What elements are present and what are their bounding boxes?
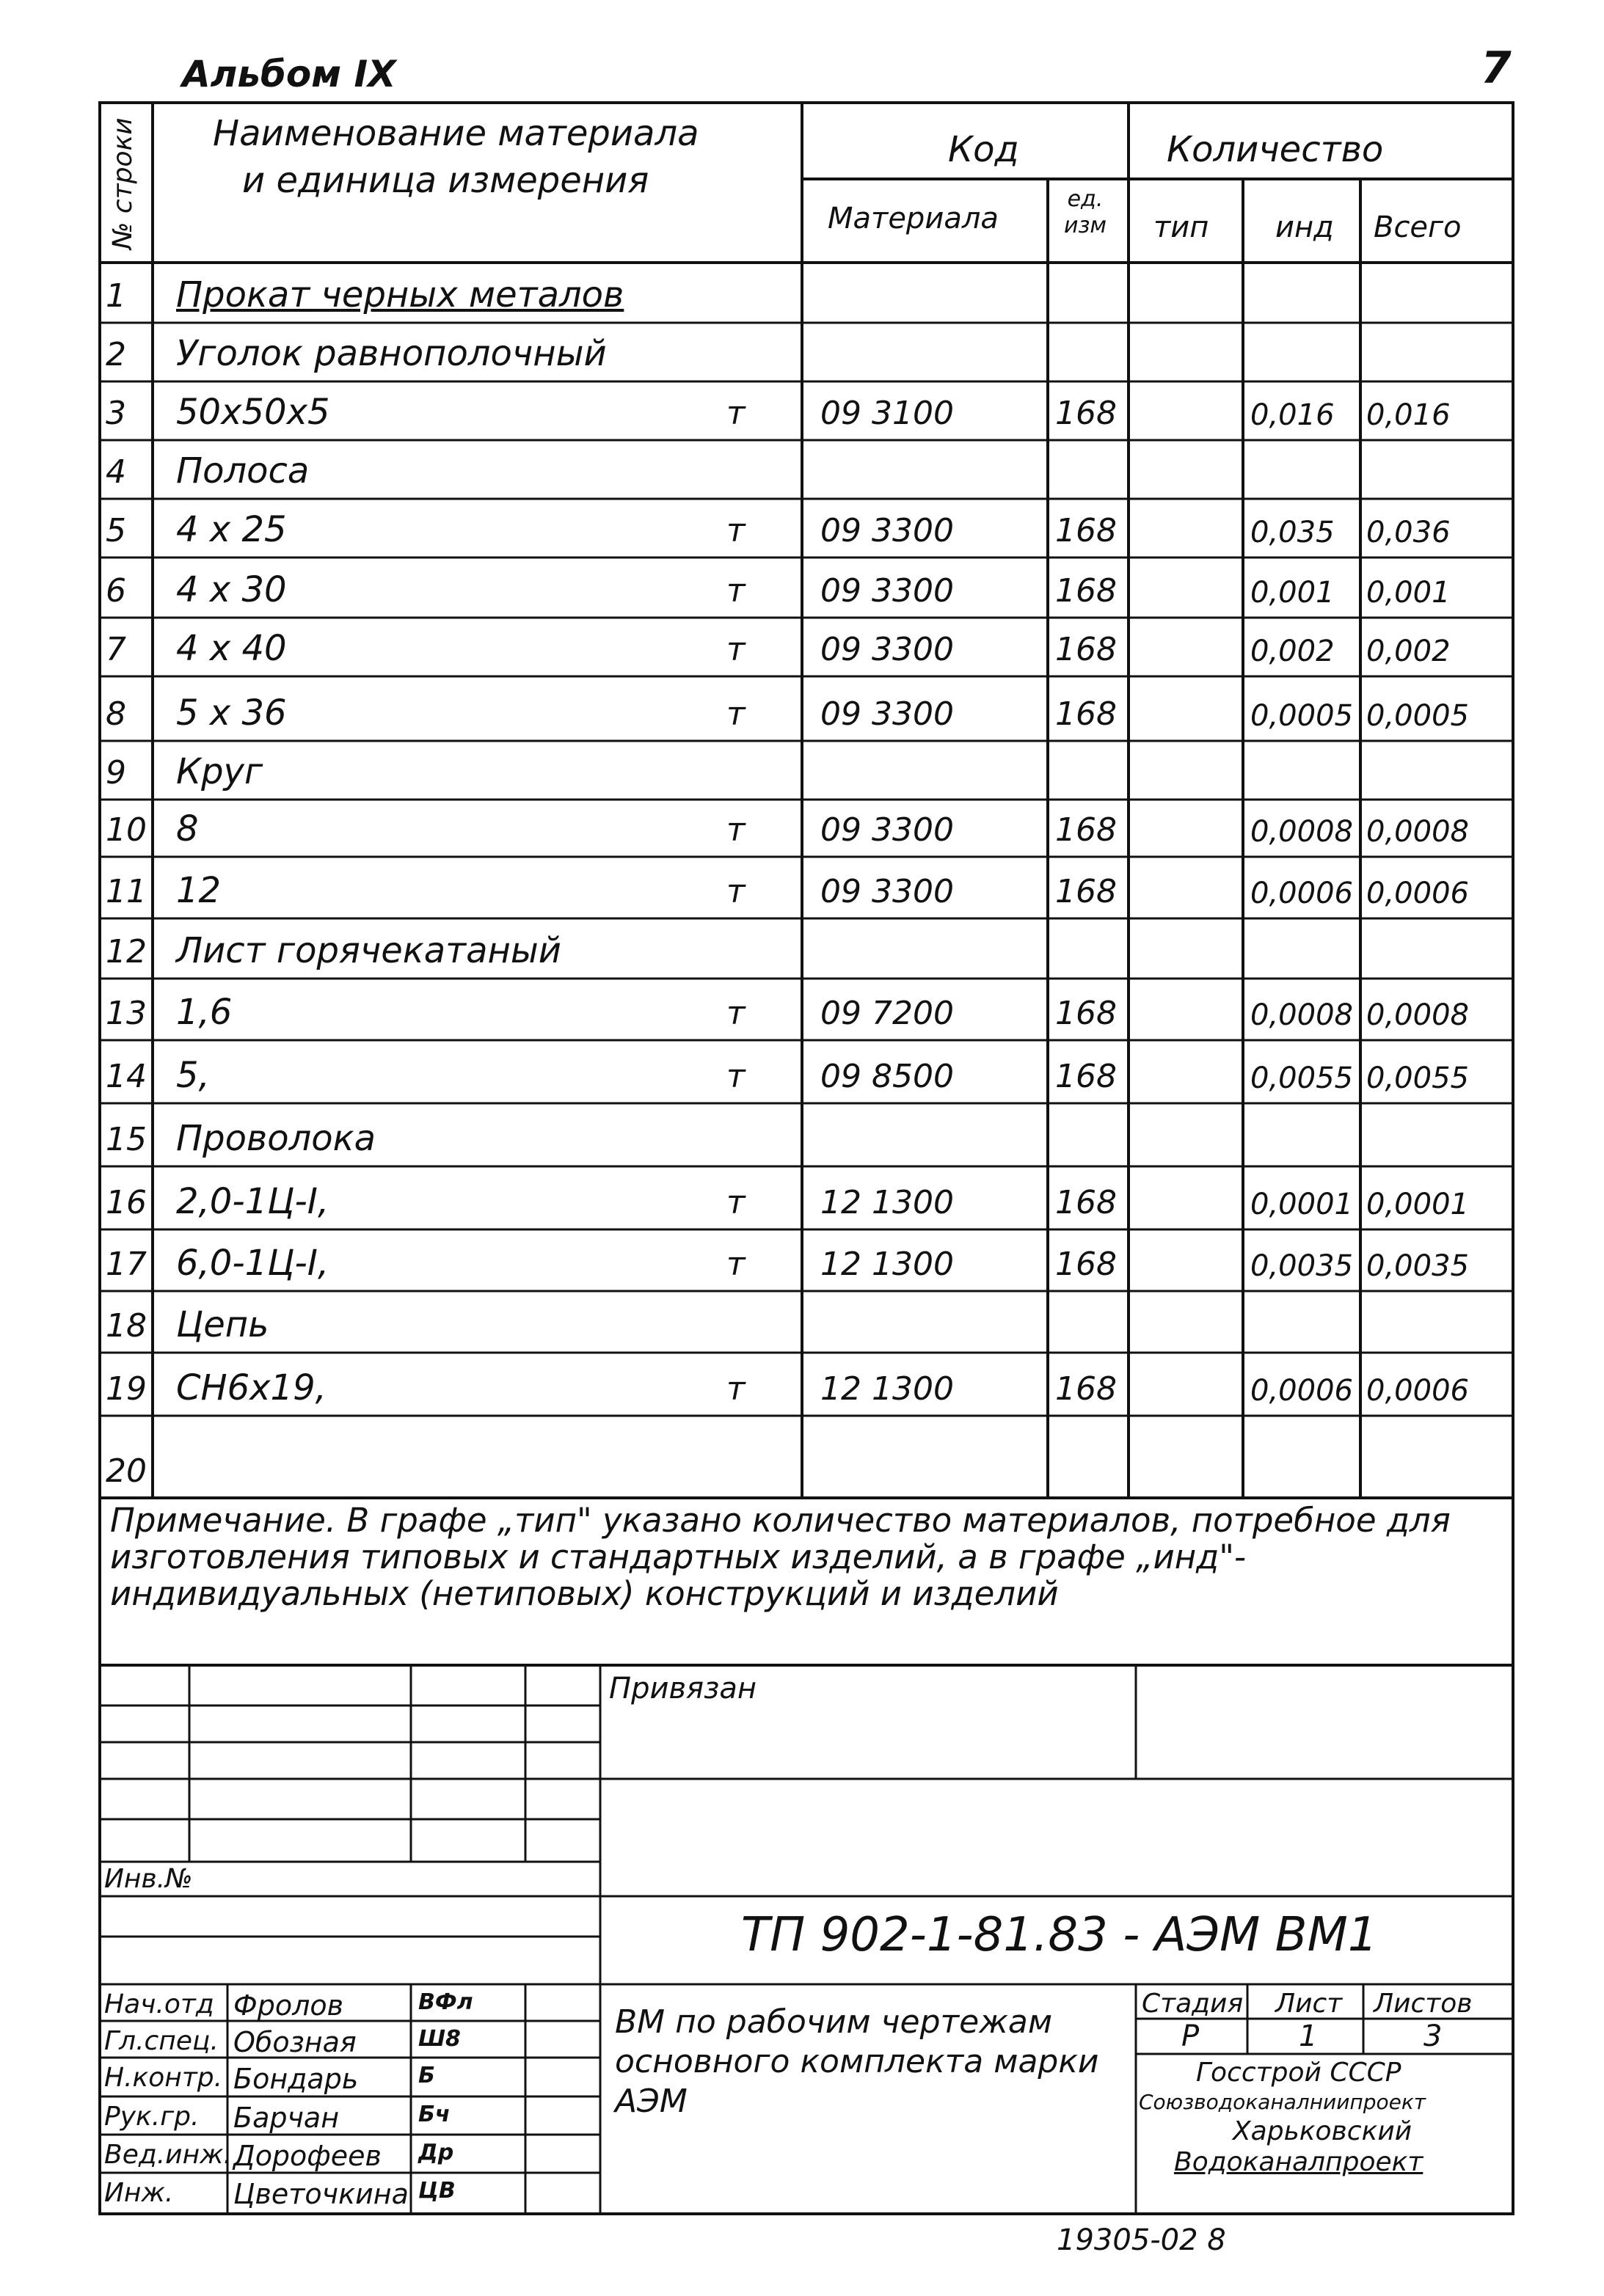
signature-sign: Ш8 [418,2026,461,2052]
cell-n: 15 [106,1121,147,1158]
cell-unit: т [726,695,746,733]
cell-ed: 168 [1055,395,1117,432]
cell-n: 13 [106,995,147,1032]
cell-ind: 0,0001 [1250,1188,1353,1221]
cell-total: 0,0005 [1366,699,1469,733]
col-rowno-header: № строки [108,117,138,249]
cell-name: 4 x 25 [176,509,287,550]
cell-name: 4 x 40 [176,628,287,669]
cell-total: 0,001 [1366,576,1451,610]
cell-n: 19 [106,1370,147,1408]
signature-role: Гл.спец. [104,2026,219,2056]
cell-name: 12 [176,870,222,911]
cell-code: 12 1300 [820,1184,954,1221]
signature-role: Н.контр. [104,2063,223,2093]
cell-name: Уголок равнополочный [176,333,607,374]
cell-unit: т [726,395,746,432]
cell-name: 1,6 [176,992,233,1033]
privyazan-label: Привязан [609,1672,757,1705]
cell-ed: 168 [1055,995,1117,1032]
cell-n: 18 [106,1307,147,1345]
cell-n: 4 [106,453,126,491]
org-line1: Госстрой СССР [1196,2058,1401,2088]
cell-n: 8 [106,695,126,733]
signature-sign: Др [418,2140,454,2165]
cell-ed: 168 [1055,1184,1117,1221]
cell-ed: 168 [1055,631,1117,668]
cell-code: 09 3100 [820,395,954,432]
cell-name: 50x50x5 [176,392,330,433]
cell-name: 8 [176,808,199,849]
cell-n: 17 [106,1246,147,1283]
signature-name: Дорофеев [233,2140,382,2172]
signature-role: Рук.гр. [104,2102,200,2132]
cell-ind: 0,0055 [1250,1061,1353,1095]
col-qty-header: Количество [1167,129,1384,170]
cell-unit: т [726,995,746,1032]
cell-total: 0,016 [1366,398,1451,432]
cell-name: Круг [176,751,263,792]
cell-n: 3 [106,395,126,432]
cell-total: 0,0055 [1366,1061,1469,1095]
cell-n: 2 [106,336,126,373]
cell-n: 7 [106,631,126,668]
cell-total: 0,0035 [1366,1249,1469,1283]
cell-unit: т [726,811,746,849]
col-code-material-header: Материала [828,202,999,235]
signature-role: Вед.инж. [104,2140,232,2170]
cell-unit: т [726,512,746,549]
sheets-value: 3 [1423,2019,1443,2053]
col-qty-total-header: Всего [1374,211,1462,244]
cell-ed: 168 [1055,695,1117,733]
cell-ed: 168 [1055,512,1117,549]
cell-n: 12 [106,933,147,970]
cell-ind: 0,0035 [1250,1249,1353,1283]
cell-ed: 168 [1055,1370,1117,1408]
cell-total: 0,0006 [1366,1374,1469,1408]
cell-code: 09 3300 [820,512,954,549]
cell-name: Цепь [176,1304,269,1345]
cell-total: 0,0001 [1366,1188,1469,1221]
signature-name: Цветочкина [233,2178,409,2210]
cell-ind: 0,0005 [1250,699,1353,733]
col-name-header-line1: Наименование материала [213,113,699,154]
cell-unit: т [726,1184,746,1221]
cell-ind: 0,016 [1250,398,1335,432]
cell-code: 09 3300 [820,572,954,610]
cell-ed: 168 [1055,1058,1117,1095]
cell-name: Лист горячекатаный [176,930,561,971]
signature-sign: Б [418,2063,435,2088]
cell-n: 16 [106,1184,147,1221]
signature-role: Нач.отд [104,1989,214,2019]
cell-name: 2,0-1Ц-I, [176,1181,329,1222]
cell-n: 20 [106,1452,147,1490]
signature-sign: ЦВ [418,2178,456,2204]
cell-n: 6 [106,572,126,610]
org-line2: Союзводоканалниипроект [1139,2090,1426,2114]
signature-name: Бондарь [233,2063,359,2095]
cell-code: 12 1300 [820,1370,954,1408]
cell-n: 14 [106,1058,147,1095]
cell-code: 09 7200 [820,995,954,1032]
cell-name: 5, [176,1055,210,1096]
sheets-label: Листов [1374,1989,1473,2019]
col-code-unit-header: ед. изм [1063,186,1107,238]
cell-name: Полоса [176,450,310,491]
cell-name: СН6x19, [176,1367,327,1408]
cell-unit: т [726,1246,746,1283]
cell-ind: 0,0006 [1250,1374,1353,1408]
cell-ed: 168 [1055,873,1117,910]
cell-name: Прокат черных металов [176,274,624,315]
sheet-value: 1 [1299,2019,1318,2053]
page-number: 7 [1481,43,1512,94]
cell-unit: т [726,631,746,668]
signature-sign: Бч [418,2102,451,2127]
org-line3: Харьковский [1233,2116,1412,2146]
document-code: ТП 902-1-81.83 - АЭМ ВМ1 [741,1908,1378,1962]
album-label: Альбом IX [182,53,396,95]
cell-ed: 168 [1055,811,1117,849]
col-name-header-line2: и единица измерения [242,160,649,201]
cell-code: 09 8500 [820,1058,954,1095]
org-line4: Водоканалпроект [1174,2147,1423,2177]
inv-no-label: Инв.№ [104,1864,193,1894]
cell-ind: 0,0008 [1250,815,1353,849]
col-qty-ind-header: инд [1275,211,1334,244]
cell-ind: 0,035 [1250,516,1335,549]
cell-n: 9 [106,754,126,791]
cell-code: 09 3300 [820,873,954,910]
footer-code: 19305-02 8 [1057,2223,1226,2257]
signature-name: Барчан [233,2102,340,2134]
cell-unit: т [726,873,746,910]
cell-ind: 0,0006 [1250,877,1353,910]
cell-name: 4 x 30 [176,569,287,610]
cell-ind: 0,0008 [1250,998,1353,1032]
signature-name: Обозная [233,2026,357,2058]
stage-value: Р [1181,2019,1200,2053]
cell-ind: 0,001 [1250,576,1335,610]
stage-label: Стадия [1142,1989,1244,2019]
cell-code: 09 3300 [820,695,954,733]
col-code-header: Код [948,129,1019,170]
cell-n: 1 [106,277,126,315]
cell-ind: 0,002 [1250,635,1335,668]
signature-role: Инж. [104,2178,174,2208]
cell-code: 09 3300 [820,631,954,668]
cell-n: 5 [106,512,126,549]
cell-ed: 168 [1055,1246,1117,1283]
cell-unit: т [726,1058,746,1095]
cell-code: 09 3300 [820,811,954,849]
signature-name: Фролов [233,1989,344,2022]
cell-total: 0,0008 [1366,815,1469,849]
cell-total: 0,0008 [1366,998,1469,1032]
cell-total: 0,002 [1366,635,1451,668]
cell-unit: т [726,1370,746,1408]
col-qty-type-header: тип [1153,211,1209,244]
cell-total: 0,036 [1366,516,1451,549]
cell-n: 11 [106,873,147,910]
cell-unit: т [726,572,746,610]
signature-sign: ВФл [418,1989,473,2015]
note-text: Примечание. В графе „тип" указано количество материалов, потребное для изготовления типовых и стандартных изделий, а в графе „инд"-индивидуальных (нетиповых) конструкций и изделий [110,1501,1451,1613]
sheet-label: Лист [1275,1989,1343,2019]
cell-total: 0,0006 [1366,877,1469,910]
cell-ed: 168 [1055,572,1117,610]
cell-name: Проволока [176,1118,376,1159]
cell-name: 5 x 36 [176,692,287,734]
cell-n: 10 [106,811,147,849]
cell-code: 12 1300 [820,1246,954,1283]
cell-name: 6,0-1Ц-I, [176,1243,329,1284]
document-title: ВМ по рабочим чертежам основного комплекта марки АЭМ [615,2003,1099,2120]
